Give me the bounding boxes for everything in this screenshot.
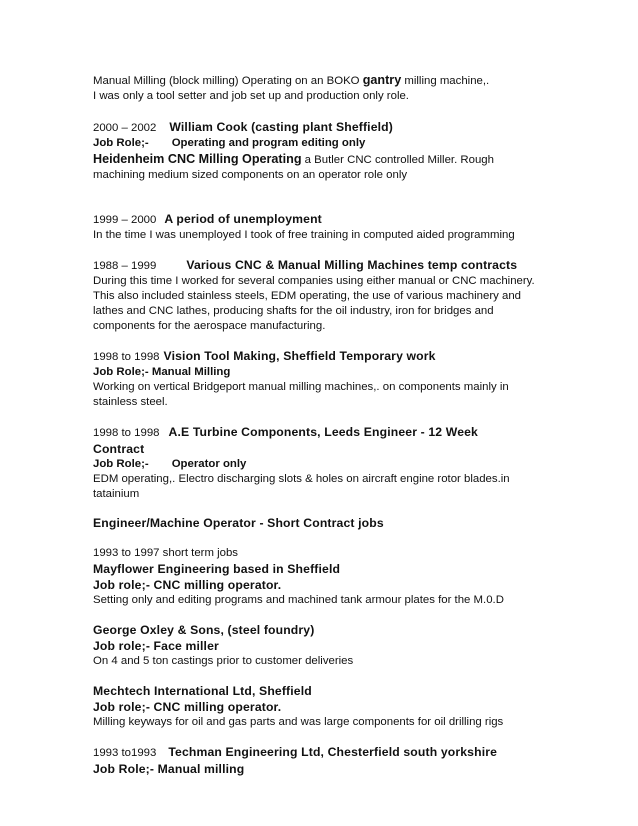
- job-heading-vision-tool: [93, 348, 553, 365]
- job-desc-vision-tool-2: stainless steel.: [93, 396, 168, 408]
- job-desc-various-cnc-1: During this time I worked for several companies using either manual or CNC machinery.: [93, 275, 535, 287]
- job-title: A period of unemployment: [164, 212, 322, 226]
- job-role-label: Job Role;-: [93, 137, 149, 149]
- desc-mechtech: Milling keyways for oil and gas parts and was large components for oil drilling rigs: [93, 716, 504, 728]
- job-desc-william-cook: [93, 151, 553, 168]
- job-desc-rest: a Butler CNC controlled Miller. Rough: [301, 154, 494, 166]
- job-role-text: Operating and program editing only: [171, 137, 366, 149]
- job-title: William Cook (casting plant Sheffield): [169, 120, 393, 134]
- short-contracts-dates: 1993 to 1997 short term jobs: [93, 547, 239, 559]
- desc-mayflower: Setting only and editing programs and machined tank armour plates for the M.0.D: [93, 594, 504, 606]
- job-role-william-cook: [93, 136, 553, 151]
- intro-text-end: milling machine,.: [401, 75, 490, 87]
- intro-line-1: [93, 73, 553, 89]
- job-desc-bold: Heidenheim CNC Milling Operating: [93, 152, 302, 166]
- job-heading-ae-turbine: [93, 424, 553, 441]
- job-heading-unemployment: [93, 211, 553, 228]
- job-desc-various-cnc-3: lathes and CNC lathes, producing shafts for the oil industry, iron for bridges and: [93, 305, 494, 317]
- job-dates: 1988 – 1999: [93, 260, 157, 272]
- job-heading-techman: [93, 744, 553, 761]
- job-heading-ae-turbine-2: Contract: [93, 442, 145, 456]
- company-mayflower: Mayflower Engineering based in Sheffield: [93, 562, 341, 576]
- job-desc-vision-tool-1: Working on vertical Bridgeport manual milling machines,. on components mainly in: [93, 381, 509, 393]
- job-desc-unemployment: In the time I was unemployed I took of free training in computed aided programming: [93, 229, 515, 241]
- job-dates: 2000 – 2002: [93, 122, 157, 134]
- job-desc-ae-turbine-2: tatainium: [93, 488, 140, 500]
- job-title: Various CNC & Manual Milling Machines temp contracts: [186, 258, 518, 272]
- job-heading-various-cnc: [93, 257, 553, 274]
- section-heading-short-contracts: Engineer/Machine Operator - Short Contract jobs: [93, 516, 384, 530]
- job-dates: 1999 – 2000: [93, 214, 157, 226]
- job-desc-various-cnc-4: components for the aerospace manufacturing.: [93, 320, 326, 332]
- resume-page: [93, 73, 553, 777]
- job-role-label: Job Role;-: [93, 458, 149, 470]
- company-mechtech: Mechtech International Ltd, Sheffield: [93, 684, 312, 698]
- job-dates: 1998 to 1998: [93, 427, 160, 439]
- role-mayflower: Job role;- CNC milling operator.: [93, 578, 282, 592]
- desc-george-oxley: On 4 and 5 ton castings prior to customer deliveries: [93, 655, 354, 667]
- job-dates: 1993 to1993: [93, 747, 157, 759]
- intro-text: Manual Milling (block milling) Operating on an BOKO: [93, 75, 363, 87]
- job-role-techman: Job Role;- Manual milling: [93, 762, 245, 776]
- intro-gantry: gantry: [362, 73, 402, 87]
- job-desc-william-cook-2: machining medium sized components on an operator role only: [93, 169, 408, 181]
- job-dates: 1998 to 1998: [93, 351, 160, 363]
- job-role-vision-tool: Job Role;- Manual Milling: [93, 366, 231, 378]
- job-desc-ae-turbine-1: EDM operating,. Electro discharging slots & holes on aircraft engine rotor blades.in: [93, 473, 510, 485]
- job-heading-william-cook: [93, 119, 553, 136]
- job-desc-various-cnc-2: This also included stainless steels, EDM operating, the use of various machinery and: [93, 290, 521, 302]
- role-mechtech: Job role;- CNC milling operator.: [93, 700, 282, 714]
- company-george-oxley: George Oxley & Sons, (steel foundry): [93, 623, 315, 637]
- job-role-text: Operator only: [171, 458, 247, 470]
- job-title: Techman Engineering Ltd, Chesterfield south yorkshire: [168, 745, 498, 759]
- job-title: Vision Tool Making, Sheffield Temporary work: [163, 349, 436, 363]
- job-title: A.E Turbine Components, Leeds Engineer - 12 Week: [168, 425, 478, 439]
- job-role-ae-turbine: [93, 457, 553, 472]
- role-george-oxley: Job role;- Face miller: [93, 639, 219, 653]
- intro-line-2: I was only a tool setter and job set up and production only role.: [93, 90, 409, 102]
